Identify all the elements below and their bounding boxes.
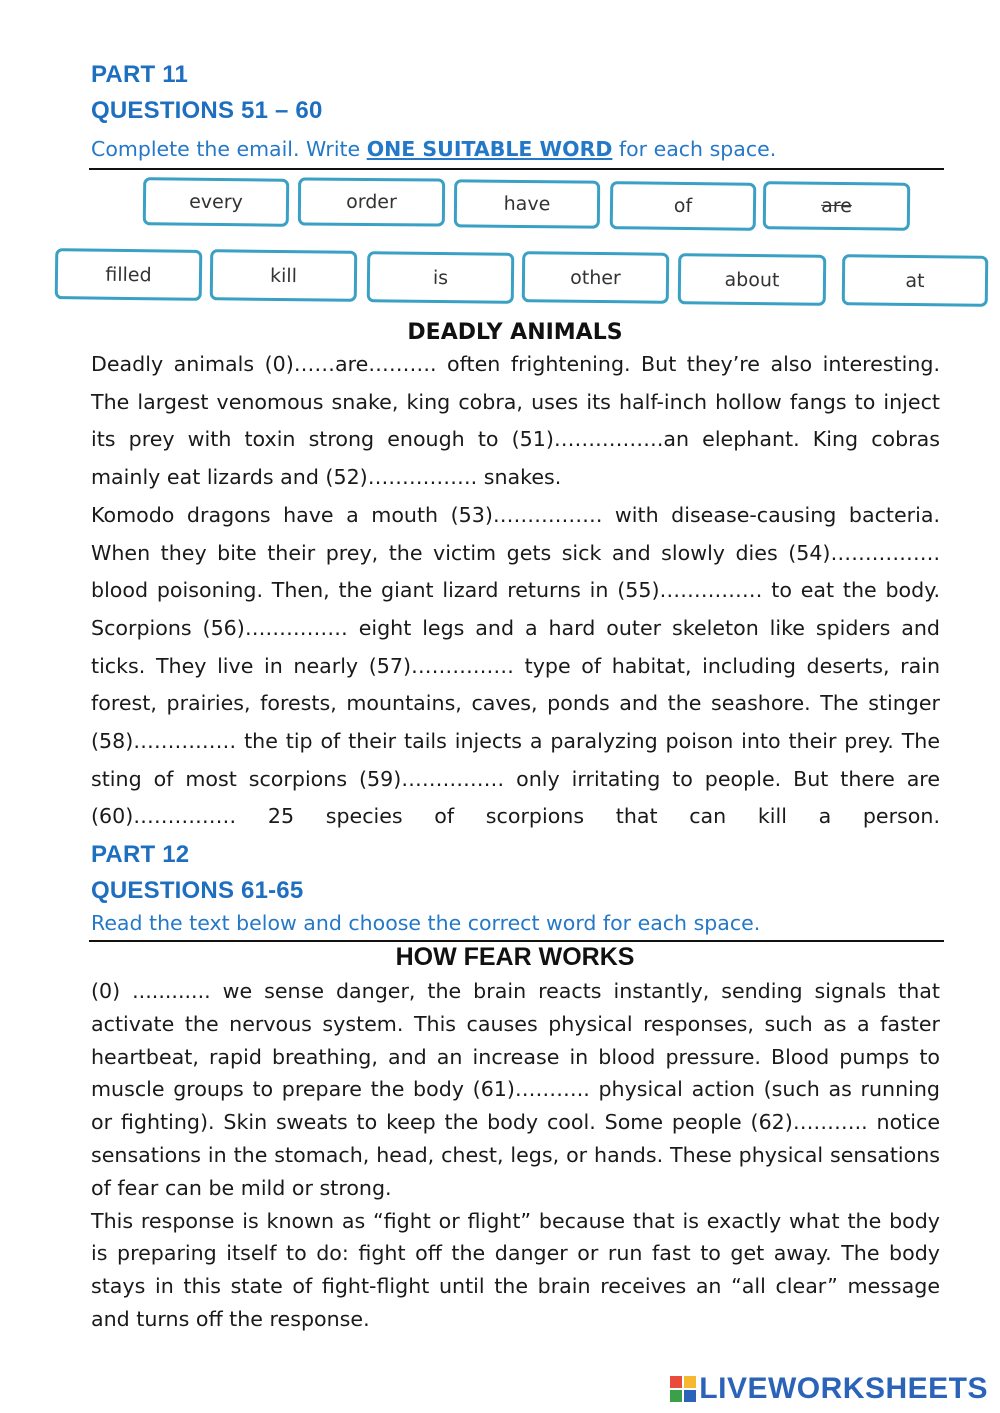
deadly-animals-text bbox=[91, 346, 940, 836]
how-fear-works-heading: HOW FEAR WORKS bbox=[395, 943, 635, 971]
word-bank-of: of bbox=[610, 181, 757, 231]
word-bank-filled: filled bbox=[55, 248, 203, 301]
divider-part11 bbox=[89, 168, 944, 170]
word-bank-have: have bbox=[454, 179, 600, 228]
word-bank-are-used: are bbox=[763, 181, 910, 231]
instr-emphasis: ONE SUITABLE WORD bbox=[366, 137, 613, 161]
part11-instructions bbox=[91, 135, 776, 163]
word-bank-is: is bbox=[367, 251, 515, 304]
word-bank-other: other bbox=[522, 251, 670, 304]
part12-title: PART 12 bbox=[91, 841, 190, 868]
fear-paragraph-2: This response is known as “fight or flight” because that is exactly what the body is preparing itself to do: fight off the danger or run fast to get away. The body stays in this state of fight-flight until the brain receives an “all clear” message and turns off the response. bbox=[91, 1208, 940, 1331]
part11-questions: QUESTIONS 51 – 60 bbox=[91, 97, 323, 124]
part11-title: PART 11 bbox=[91, 61, 188, 88]
liveworksheets-logo bbox=[670, 1372, 988, 1406]
fear-paragraph-1: (0) ............ we sense danger, the brain reacts instantly, sending signals that activate the nervous system. This causes physical responses, such as a faster heartbeat, rapid breathing, and an increase in blood pressure. Blood pumps to muscle groups to prepare the body (61)……….. physical action (such as running or fighting). Skin sweats to keep the body cool. Some people (62)……….. notice sensations in the stomach, head, chest, legs, or hands. These physical sensations of fear can be mild or strong. bbox=[91, 979, 940, 1200]
deadly-paragraph-2: Komodo dragons have a mouth (53)……………. with disease-causing bacteria. When they bite their prey, the victim gets sick and slowly dies (54)……………. blood poisoning. Then, the giant lizard returns in (55)…………… to eat the body. Scorpions (56)…………… eight legs and a hard outer skeleton like spiders and ticks. They live in nearly (57)…………… type of habitat, including deserts, rain forest, prairies, forests, mountains, caves, ponds and the seashore. The stinger (58)…………… the tip of their tails injects a paralyzing poison into their prey. The sting of most scorpions (59)…………… only irritating to people. But there are (60)…………… 25 species of scorpions that can kill a person. bbox=[91, 502, 940, 829]
instr-after: for each space. bbox=[612, 137, 777, 161]
liveworksheets-logo-icon bbox=[670, 1376, 696, 1402]
word-bank-at: at bbox=[842, 254, 989, 307]
deadly-paragraph-1: Deadly animals (0)……are………. often frightening. But they’re also interesting. The largest venomous snake, king cobra, uses its half-inch hollow fangs to inject its prey with toxin strong enough to (51)…………….an elephant. King cobras mainly eat lizards and (52)……………. snakes. bbox=[91, 352, 940, 490]
part12-instructions: Read the text below and choose the correct word for each space. bbox=[91, 911, 761, 935]
instr-before: Complete the email. Write bbox=[91, 137, 367, 161]
divider-part12 bbox=[89, 940, 944, 942]
part12-questions: QUESTIONS 61-65 bbox=[91, 877, 304, 904]
word-bank-order: order bbox=[298, 177, 445, 226]
logo-text: LIVEWORKSHEETS bbox=[699, 1372, 988, 1405]
word-bank-every: every bbox=[143, 177, 289, 227]
word-bank-kill: kill bbox=[210, 249, 358, 302]
word-bank-about: about bbox=[678, 253, 827, 306]
how-fear-works-text bbox=[91, 975, 940, 1336]
deadly-animals-heading: DEADLY ANIMALS bbox=[407, 320, 623, 345]
